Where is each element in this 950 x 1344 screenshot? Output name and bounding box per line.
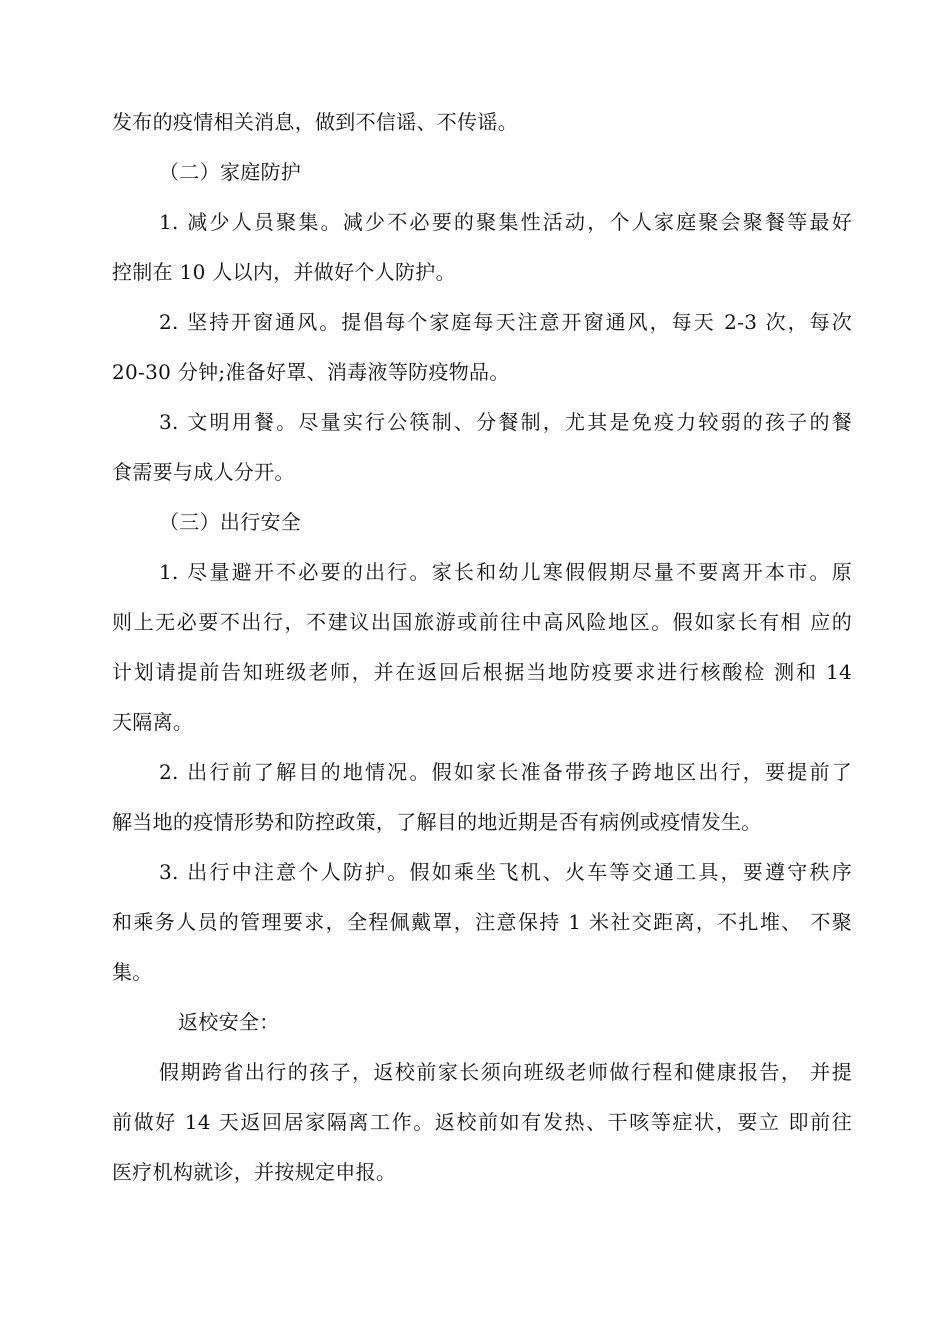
paragraph-line: 食需要与成人分开。	[112, 460, 295, 484]
paragraph-line: 3. 出行中注意个人防护。假如乘坐飞机、火车等交通工具，要遵守秩序	[159, 860, 852, 884]
paragraph-line: 控制在 10 人以内，并做好个人防护。	[112, 260, 456, 284]
paragraph-line: 计划请提前告知班级老师，并在返回后根据当地防疫要求进行核酸检 测和 14	[112, 660, 852, 684]
paragraph-line: 2. 坚持开窗通风。提倡每个家庭每天注意开窗通风，每天 2-3 次，每次	[159, 310, 852, 334]
paragraph-line: 20-30 分钟;准备好罩、消毒液等防疫物品。	[112, 360, 510, 384]
paragraph-line: 天隔离。	[112, 710, 194, 734]
paragraph-line: 1. 尽量避开不必要的出行。家长和幼儿寒假假期尽量不要离开本市。原	[159, 560, 852, 584]
paragraph-line: 发布的疫情相关消息，做到不信谣、不传谣。	[112, 110, 518, 134]
paragraph-line: 假期跨省出行的孩子，返校前家长须向班级老师做行程和健康报告， 并提	[159, 1060, 852, 1084]
paragraph-line: 2. 出行前了解目的地情况。假如家长准备带孩子跨地区出行，要提前了	[159, 760, 852, 784]
section-heading-home-protection: （二）家庭防护	[159, 160, 302, 184]
paragraph-line: 则上无必要不出行，不建议出国旅游或前往中高风险地区。假如家长有相 应的	[112, 610, 852, 634]
paragraph-line: 和乘务人员的管理要求，全程佩戴罩，注意保持 1 米社交距离，不扎堆、 不聚	[112, 910, 852, 934]
paragraph-line: 1. 减少人员聚集。减少不必要的聚集性活动，个人家庭聚会聚餐等最好	[159, 210, 852, 234]
paragraph-line: 前做好 14 天返回居家隔离工作。返校前如有发热、干咳等症状，要立 即前往	[112, 1110, 852, 1134]
section-heading-travel-safety: （三）出行安全	[159, 510, 302, 534]
section-heading-return-to-school: 返校安全：	[178, 1010, 280, 1034]
paragraph-line: 解当地的疫情形势和防控政策，了解目的地近期是否有病例或疫情发生。	[112, 810, 762, 834]
paragraph-line: 医疗机构就诊，并按规定申报。	[112, 1160, 397, 1184]
paragraph-line: 3. 文明用餐。尽量实行公筷制、分餐制，尤其是免疫力较弱的孩子的餐	[159, 410, 852, 434]
paragraph-line: 集。	[112, 960, 153, 984]
